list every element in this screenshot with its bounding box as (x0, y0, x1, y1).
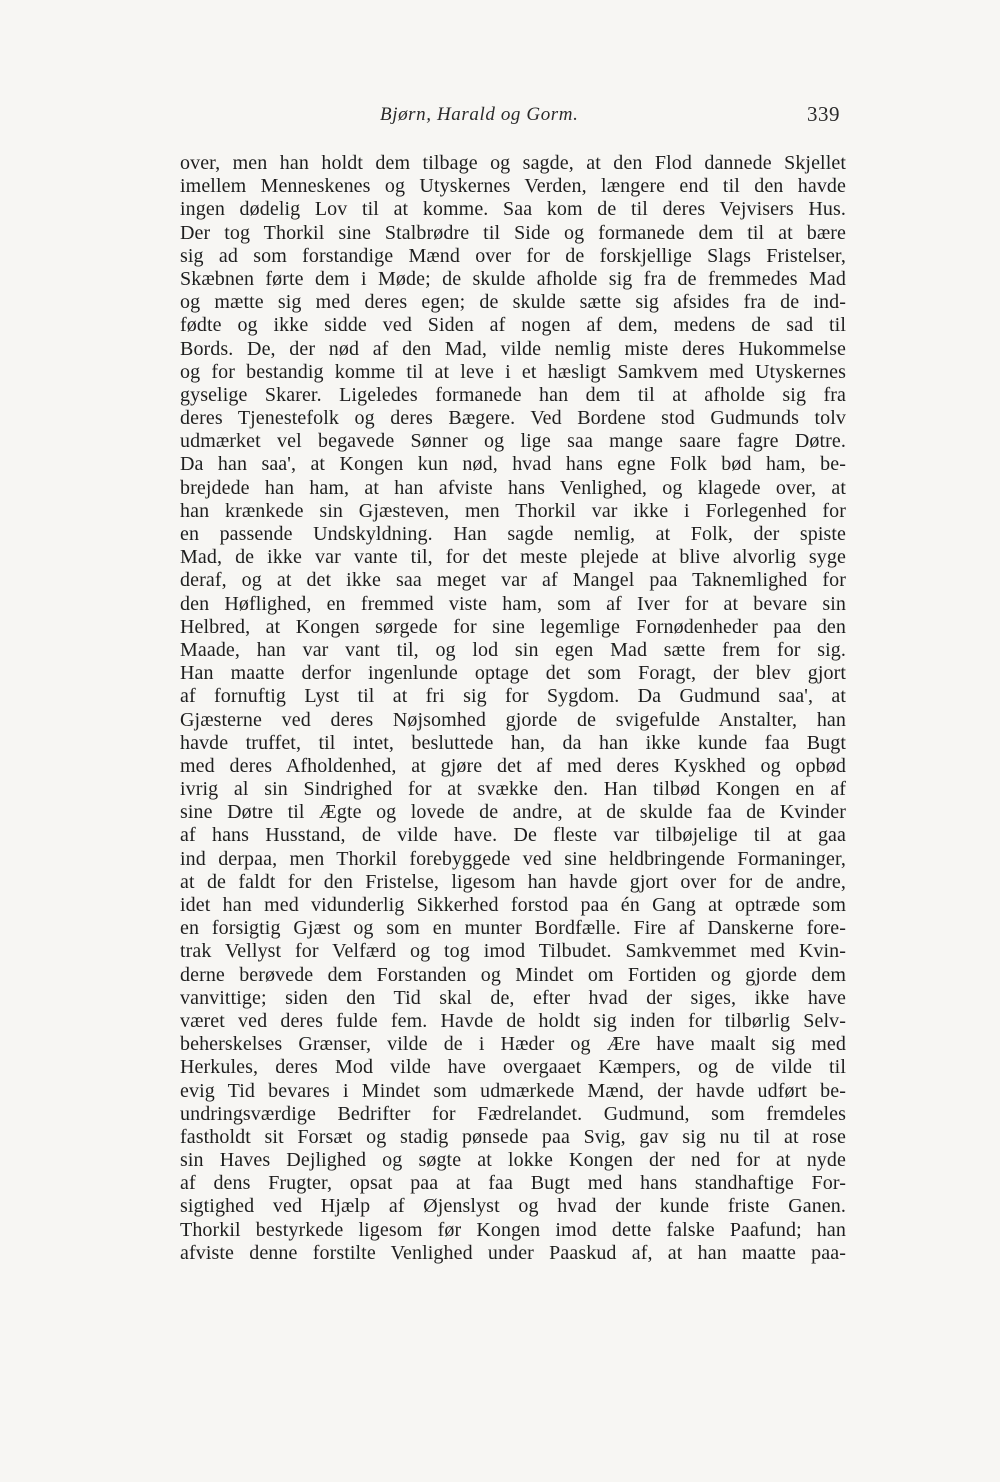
text-line: deraf, og at det ikke saa meget var af Mangel paa Taknemlighed for (180, 569, 846, 592)
text-line: deres Tjenestefolk og deres Bægere. Ved Bordene stod Gudmunds tolv (180, 407, 846, 430)
text-line: gyselige Skarer. Ligeledes formanede han dem til at afholde sig fra (180, 383, 846, 406)
text-line: fastholdt sit Forsæt og stadig pønsede paa Svig, gav sig nu til at rose (180, 1125, 846, 1148)
text-line: Bords. De, der nød af den Mad, vilde nemlig miste deres Hukommelse (180, 337, 846, 360)
text-line: sine Døtre til Ægte og lovede de andre, at de skulde faa de Kvinder (180, 801, 846, 824)
text-line: afviste denne forstilte Venlighed under Paaskud af, at han maatte paa- (180, 1241, 846, 1264)
text-line: Helbred, at Kongen sørgede for sine legemlige Fornødenheder paa den (180, 615, 846, 638)
text-line: og for bestandig komme til at leve i et hæsligt Samkvem med Utyskernes (180, 360, 846, 383)
text-line: været ved deres fulde fem. Havde de holdt sig inden for tilbørlig Selv- (180, 1009, 846, 1032)
text-line: Maade, han var vant til, og lod sin egen Mad sætte frem for sig. (180, 638, 846, 661)
text-line: trak Vellyst for Velfærd og tog imod Tilbudet. Samkvemmet med Kvin- (180, 940, 846, 963)
text-line: Herkules, deres Mod vilde have overgaaet Kæmpers, og de vilde til (180, 1056, 846, 1079)
text-line: fødte og ikke sidde ved Siden af nogen af dem, medens de sad til (180, 314, 846, 337)
text-line: evig Tid bevares i Mindet som udmærkede Mænd, der havde udført be- (180, 1079, 846, 1102)
text-line: sigtighed ved Hjælp af Øjenslyst og hvad der kunde friste Ganen. (180, 1195, 846, 1218)
text-line: Gjæsterne ved deres Nøjsomhed gjorde de svigefulde Anstalter, han (180, 708, 846, 731)
body-text (180, 152, 846, 1265)
text-line: derne berøvede dem Forstanden og Mindet om Fortiden og gjorde dem (180, 963, 846, 986)
text-line: en forsigtig Gjæst og som en munter Bordfælle. Fire af Danskerne fore- (180, 917, 846, 940)
running-head (180, 104, 840, 134)
text-line: at de faldt for den Fristelse, ligesom han havde gjort over for de andre, (180, 870, 846, 893)
text-line: vanvittige; siden den Tid skal de, efter hvad der siges, ikke have (180, 986, 846, 1009)
text-line: sig ad som forstandige Mænd over for de forskjellige Slags Fristelser, (180, 244, 846, 267)
text-line: imellem Menneskenes og Utyskernes Verden, længere end til den havde (180, 175, 846, 198)
text-line: ind derpaa, men Thorkil forebyggede ved sine heldbringende Formaninger, (180, 847, 846, 870)
text-line: Mad, de ikke var vante til, for det meste plejede at blive alvorlig syge (180, 546, 846, 569)
text-line: af hans Husstand, de vilde have. De fleste var tilbøjelige til at gaa (180, 824, 846, 847)
text-line: med deres Afholdenhed, at gjøre det af med deres Kyskhed og opbød (180, 754, 846, 777)
text-line: brejdede han ham, at han afviste hans Venlighed, og klagede over, at (180, 476, 846, 499)
text-line: Da han saa', at Kongen kun nød, hvad hans egne Folk bød ham, be- (180, 453, 846, 476)
text-line: over, men han holdt dem tilbage og sagde, at den Flod dannede Skjellet (180, 152, 846, 174)
text-line: ingen dødelig Lov til at komme. Saa kom de til deres Vejvisers Hus. (180, 198, 846, 221)
text-line: ivrig al sin Sindrighed for at svække den. Han tilbød Kongen en af (180, 778, 846, 801)
text-line: og mætte sig med deres egen; de skulde sætte sig afsides fra de ind- (180, 291, 846, 314)
text-line: en passende Undskyldning. Han sagde nemlig, at Folk, der spiste (180, 523, 846, 545)
text-line: af dens Frugter, opsat paa at faa Bugt med hans standhaftige For- (180, 1172, 846, 1195)
running-title: Bjørn, Harald og Gorm. (380, 104, 579, 125)
text-line: idet han med vidunderlig Sikkerhed forstod paa én Gang at optræde som (180, 894, 846, 916)
text-line: Thorkil bestyrkede ligesom før Kongen imod dette falske Paafund; han (180, 1218, 846, 1241)
text-line: den Høflighed, en fremmed viste ham, som af Iver for at bevare sin (180, 592, 846, 615)
text-line: Han maatte derfor ingenlunde optage det som Foragt, der blev gjort (180, 662, 846, 685)
text-line: udmærket vel begavede Sønner og lige saa mange saare fagre Døtre. (180, 430, 846, 453)
text-line: beherskelses Grænser, vilde de i Hæder og Ære have maalt sig med (180, 1033, 846, 1056)
page-number: 339 (807, 102, 840, 126)
text-line: han krænkede sin Gjæsteven, men Thorkil var ikke i Forlegenhed for (180, 499, 846, 522)
text-line: af fornuftig Lyst til at fri sig for Sygdom. Da Gudmund saa', at (180, 685, 846, 708)
text-line: havde truffet, til intet, besluttede han, da han ikke kunde faa Bugt (180, 731, 846, 754)
text-line: sin Haves Dejlighed og søgte at lokke Kongen der ned for at nyde (180, 1149, 846, 1172)
text-line: undringsværdige Bedrifter for Fædrelandet. Gudmund, som fremdeles (180, 1102, 846, 1125)
text-line: Der tog Thorkil sine Stalbrødre til Side og formanede dem til at bære (180, 221, 846, 244)
text-line: Skæbnen førte dem i Møde; de skulde afholde sig fra de fremmedes Mad (180, 267, 846, 290)
